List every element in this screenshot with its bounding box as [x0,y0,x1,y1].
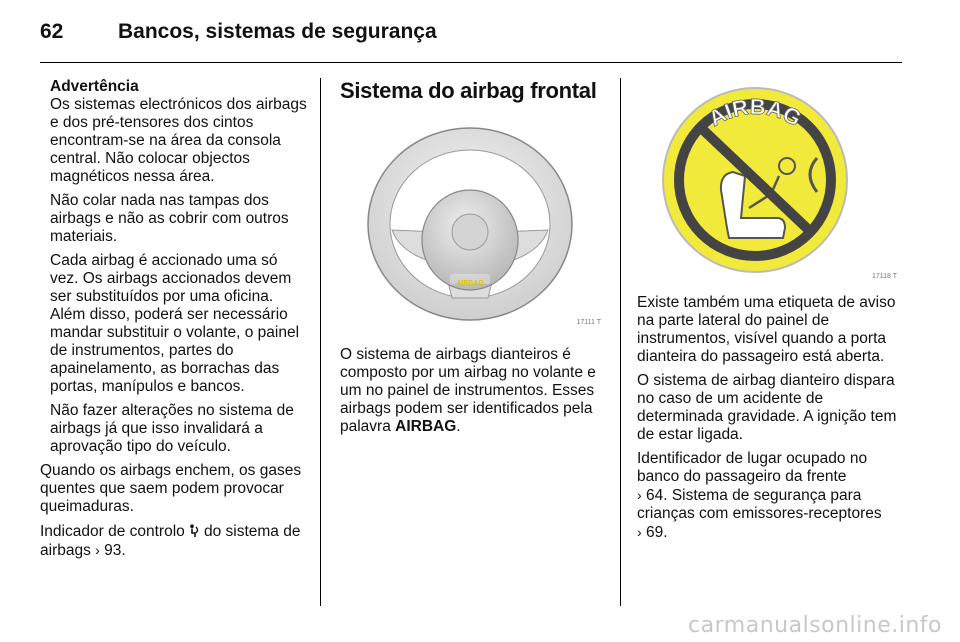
indicator-text-mid: do sistema de airbags [40,523,301,559]
figure-code: 17111 T [576,319,601,326]
warning-paragraph-2: Não colar nada nas tampas dos airbags e não as cobrir com outros materiais. [50,192,289,245]
frontal-airbag-text: O sistema de airbags dianteiros é composto por um airbag no volante e um no painel de instrumentos. Esses airbags podem ser identificados pela palavra [340,346,596,435]
label-paragraph: Existe também uma etiqueta de aviso na parte lateral do painel de instrumentos, visível quando a porta dianteira do passageiro está aberta. [637,294,896,365]
page-ref-arrow-icon: › [637,487,642,503]
warning-paragraph-1: Os sistemas electrónicos dos airbags e dos pré-tensores dos cintos encontram-se na área da consola central. Não colocar objectos magnéticos nessa área. [50,96,307,185]
page-ref-arrow-icon: › [95,542,100,558]
airbag-keyword: AIRBAG [395,418,457,435]
occupancy-paragraph [637,450,902,542]
indicator-paragraph [40,522,308,560]
steering-wheel-illustration [340,112,605,334]
site-watermark: carmanualsonline.info [688,613,942,638]
indicator-page-ref[interactable]: 93. [99,542,126,559]
section-title: Sistema do airbag frontal [340,78,597,103]
warning-paragraph-3: Cada airbag é accionado uma só vez. Os airbags accionados devem ser substituídos por uma oficina. Além disso, poderá ser necessário mandar substituir o volante, o painel de instrumentos, partes do apainelamento, as borrachas das portas, manípulos e bancos. [50,252,300,395]
frontal-airbag-text-end: . [456,418,461,435]
steering-airbag-label: AIRBAG [456,280,484,287]
steering-wheel-figure [340,112,605,334]
indicator-text-prefix: Indicador de controlo [40,523,185,540]
trigger-paragraph: O sistema de airbag dianteiro dispara no caso de um acidente de determinada gravidade. A ignição tem de estar ligada. [637,372,897,443]
frontal-airbag-paragraph [340,346,605,436]
column-divider-1 [320,78,321,606]
occupancy-page-ref[interactable]: 64. Sistema de segurança para crianças com emissores-receptores [637,487,882,522]
warning-paragraph-4: Não fazer alterações no sistema de airbags já que isso invalidará a aprovação tipo do veículo. [50,402,294,455]
column-divider-2 [620,78,621,606]
page-number: 62 [40,20,64,43]
left-column [40,78,308,566]
airbag-warning-label-figure [637,78,901,288]
page-title: Bancos, sistemas de segurança [118,20,437,43]
airbag-warning-icon [189,523,204,539]
page-header [40,20,902,60]
airbag-warning-label-illustration [637,78,901,288]
page-ref-arrow-icon: › [637,524,642,540]
warning-heading: Advertência [50,78,139,95]
figure-code: 17118 T [871,273,897,280]
header-divider [40,62,902,63]
warning-label-text: AIRBAG [704,93,806,132]
warning-box [40,78,308,456]
child-restraint-page-ref[interactable]: 69. [641,524,668,541]
occupancy-text: Identificador de lugar ocupado no banco do passageiro da frente [637,450,868,485]
middle-column [340,78,605,442]
burn-warning-paragraph: Quando os airbags enchem, os gases quentes que saem podem provocar queimaduras. [40,462,302,515]
right-column [637,78,902,548]
